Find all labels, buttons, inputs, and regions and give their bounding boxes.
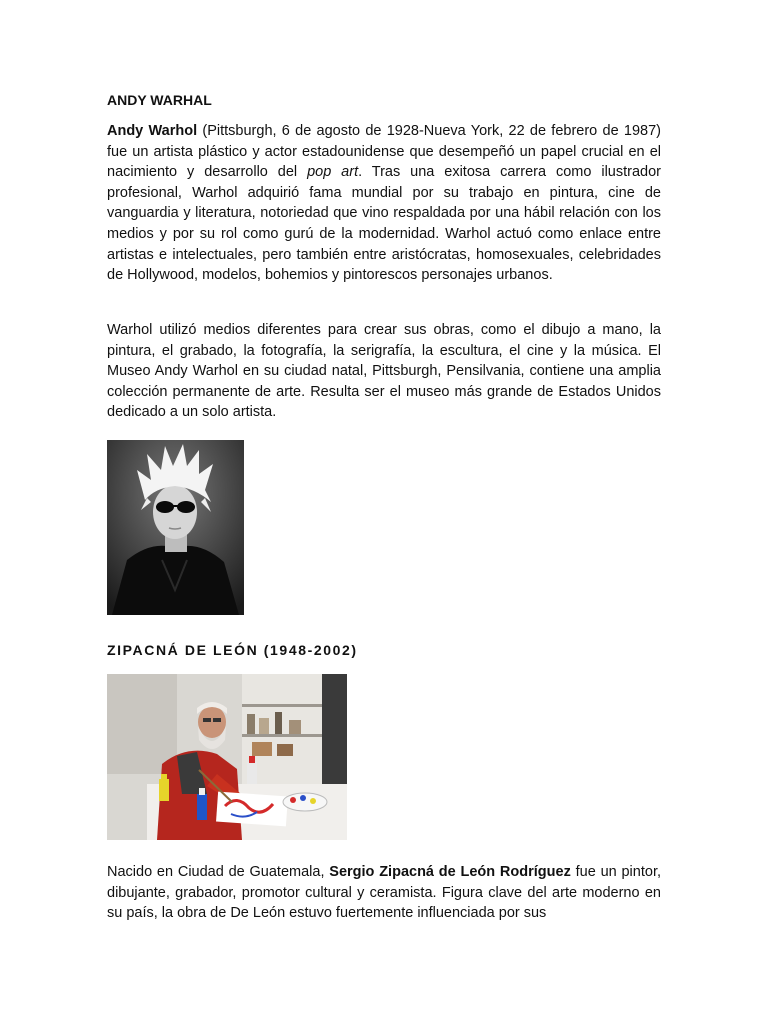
zipacna-name: Sergio Zipacná de León Rodríguez	[329, 864, 571, 880]
warhol-paragraph-2: Warhol utilizó medios diferentes para crear sus obras, como el dibujo a mano, la pintura, el grabado, la fotografía, la serigrafía, la escultura, el cine y la música. El Museo Andy Warhol en su ciudad natal, Pittsburgh, Pensilvania, contiene una amplia colección permanente de arte. Resulta ser el museo más grande de Estados Unidos dedicado a un solo artista.	[107, 322, 661, 421]
zipacna-painting-photo	[107, 674, 347, 840]
zipacna-text-a: Nacido en Ciudad de Guatemala,	[107, 864, 330, 880]
section-heading-zipacna: ZIPACNÁ DE LEÓN (1948-2002)	[107, 642, 358, 658]
warhol-text-a: (Pittsburgh, 6 de agosto de 1928-Nueva York, 22 de febrero de 1987) fue un artista plástico y actor estadounidense que desempeñó un papel crucial en el nacimiento y desarrollo del	[107, 123, 661, 181]
warhol-paragraph-1	[107, 121, 661, 286]
zipacna-paragraph-1	[107, 862, 661, 924]
section-heading-warhol: ANDY WARHAL	[107, 92, 212, 108]
warhol-portrait-photo	[107, 440, 244, 615]
zipacna-text-b: fue un pintor, dibujante, grabador, promotor cultural y ceramista. Figura clave del arte moderno en su país, la obra de De León estuvo fuertemente influenciada por sus	[107, 864, 661, 922]
pop-art-term: pop art	[307, 164, 359, 181]
warhol-text-b: . Tras una exitosa carrera como ilustrador profesional, Warhol adquirió fama mundial por su trabajo en pintura, cine de vanguardia y literatura, notoriedad que vino respaldada por una hábil relación con los medios y por su rol como gurú de la modernidad. Warhol actuó como enlace entre artistas e intelectuales, pero también entre aristócratas, homosexuales, celebridades de Hollywood, modelos, bohemios y pintorescos personajes urbanos.	[107, 164, 661, 284]
warhol-name: Andy Warhol	[107, 123, 198, 139]
